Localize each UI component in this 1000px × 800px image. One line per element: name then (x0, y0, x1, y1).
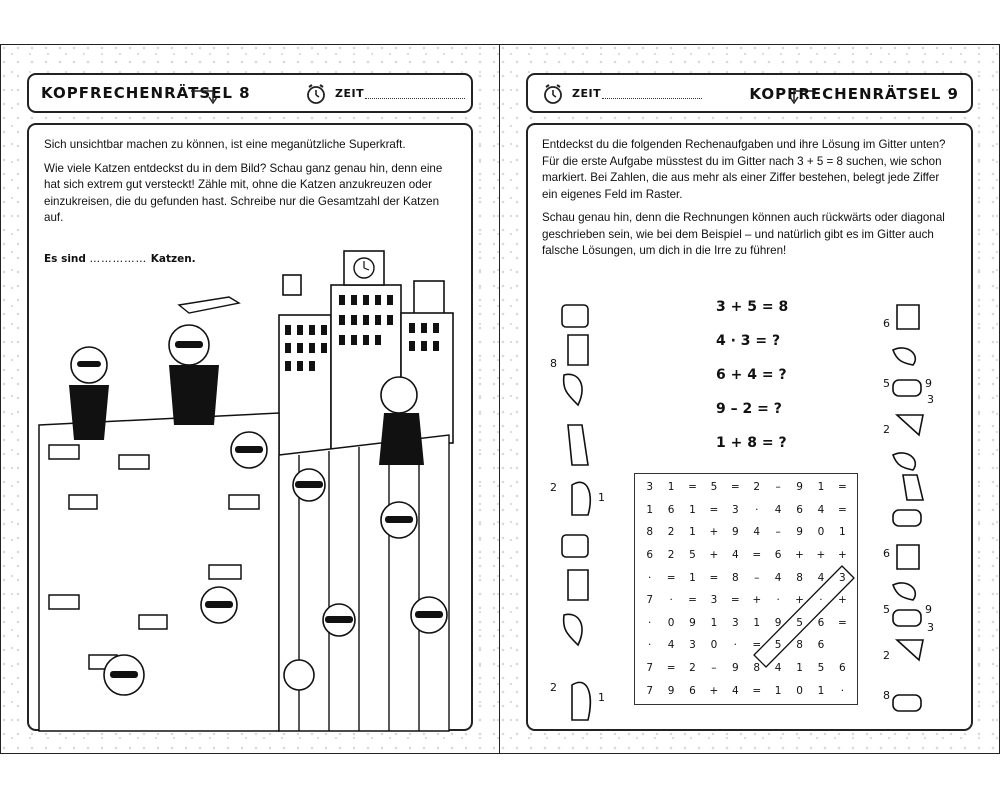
grid-cell[interactable]: 5 (710, 481, 718, 494)
grid-cell[interactable]: 0 (817, 526, 825, 539)
left-title: KOPFRECHENRÄTSEL 8 (41, 84, 251, 102)
grid-cell[interactable]: 8 (796, 639, 803, 652)
grid-cell[interactable]: 6 (646, 549, 654, 562)
arrow-down-right-icon (189, 85, 219, 105)
right-header (526, 73, 973, 113)
grid-cell[interactable]: 1 (710, 616, 718, 629)
grid-cell[interactable]: 8 (731, 571, 739, 584)
grid-cell[interactable]: 3 (710, 594, 718, 607)
answer-blank[interactable]: …………… (89, 253, 148, 265)
grid-cell[interactable]: = (752, 639, 762, 652)
right-time-label: ZEIT (572, 87, 602, 100)
grid-cell[interactable]: 3 (646, 481, 654, 494)
grid-cell[interactable]: · (669, 594, 673, 607)
svg-text:3: 3 (927, 621, 934, 634)
grid-cell[interactable]: 8 (796, 571, 803, 584)
grid-cell[interactable]: · (733, 639, 737, 652)
svg-text:8: 8 (883, 689, 890, 702)
grid-cell[interactable]: 9 (796, 481, 803, 494)
answer-suffix: Katzen. (150, 253, 196, 265)
clock-icon (305, 83, 327, 105)
answer-prefix: Es sind (44, 253, 86, 265)
right-para1: Entdeckst du die folgenden Rechenaufgaben und ihre Lösung im Gitter unten? Für die erste Aufgabe müsstest du im Gitter nach 3 + 5 = 8 suchen, wie schon markiert. Bei Zahlen, die aus mehr als einer Ziffer bestehen, belegt jede Ziffer ein eigenes Feld im Raster. (542, 138, 946, 201)
grid-cell[interactable]: 7 (646, 594, 654, 607)
svg-text:5: 5 (883, 377, 890, 390)
svg-text:6: 6 (883, 317, 890, 330)
grid-cell[interactable]: 9 (731, 526, 739, 539)
grid-cell[interactable]: 4 (774, 571, 782, 584)
grid-cell[interactable]: = (752, 684, 762, 697)
grid-cell[interactable]: = (666, 571, 676, 584)
grid-cell[interactable]: = (752, 549, 762, 562)
grid-cell[interactable]: 1 (689, 571, 696, 584)
grid-cell[interactable]: 4 (817, 571, 825, 584)
grid-cell[interactable]: 6 (689, 684, 696, 697)
grid-cell[interactable]: 7 (646, 662, 654, 675)
grid-cell[interactable]: 4 (731, 684, 739, 697)
grid-cell[interactable]: 4 (774, 662, 782, 675)
grid-cell[interactable]: = (709, 503, 719, 516)
grid-cell[interactable]: – (775, 481, 781, 494)
left-icon-column (548, 295, 628, 725)
right-panel (526, 123, 973, 731)
grid-cell[interactable]: 5 (817, 662, 825, 675)
grid-cell[interactable]: 2 (689, 662, 696, 675)
grid-cell[interactable]: 1 (689, 503, 696, 516)
grid-cell[interactable]: = (688, 481, 697, 494)
grid-cell[interactable]: 3 (689, 639, 696, 652)
left-time-label: ZEIT (335, 87, 365, 100)
grid-cell[interactable]: 6 (839, 662, 846, 675)
svg-text:3: 3 (927, 393, 934, 406)
right-page (500, 45, 1000, 753)
grid-cell[interactable]: 6 (817, 616, 825, 629)
grid-cell[interactable]: 3 (731, 503, 739, 516)
grid-cell[interactable]: + (709, 549, 719, 562)
grid-cell[interactable]: 0 (710, 639, 718, 652)
grid-cell[interactable]: 5 (774, 639, 782, 652)
grid-cell[interactable]: · (776, 594, 780, 607)
right-para2: Schau genau hin, denn die Rechnungen können auch rückwärts oder diagonal geschrieben sein, wie bei dem Beispiel – und natürlich gibt es im Gitter auch falsche Lösungen, um dich in die Irre zu führen! (542, 211, 945, 257)
svg-text:1: 1 (598, 691, 605, 704)
svg-text:2: 2 (550, 481, 557, 494)
grid-cell[interactable]: 6 (667, 503, 675, 516)
left-time-input[interactable] (365, 87, 465, 99)
grid-cell[interactable]: · (755, 503, 759, 516)
grid-cell[interactable]: = (730, 481, 740, 494)
svg-text:2: 2 (550, 681, 557, 694)
grid-cell[interactable]: 4 (817, 503, 825, 516)
grid-cell[interactable]: 8 (646, 526, 654, 539)
grid-cell[interactable]: · (840, 684, 845, 697)
svg-text:6: 6 (883, 547, 890, 560)
right-icon-column (883, 295, 963, 725)
grid-cell[interactable]: 6 (774, 549, 782, 562)
grid-cell[interactable]: 1 (817, 481, 825, 494)
equation-1: 3 + 5 = 8 (716, 299, 789, 315)
grid-cell[interactable]: · (648, 616, 652, 629)
grid-cell[interactable]: 0 (796, 684, 803, 697)
grid-cell[interactable]: 0 (667, 616, 675, 629)
grid-cell[interactable]: = (837, 481, 847, 494)
grid-cell[interactable]: · (648, 571, 652, 584)
grid-cell[interactable]: + (837, 594, 847, 607)
grid-cell[interactable]: 9 (774, 616, 782, 629)
grid-cell[interactable]: 1 (796, 662, 803, 675)
grid-cell[interactable]: 1 (667, 481, 675, 494)
clock-icon (542, 83, 564, 105)
grid-cell[interactable]: 3 (839, 571, 846, 584)
equation-2: 4 · 3 = ? (716, 333, 781, 349)
grid-cell[interactable]: 2 (667, 526, 675, 539)
grid-cell[interactable]: 4 (774, 503, 782, 516)
grid-cell[interactable]: – (754, 571, 760, 584)
grid-cell[interactable]: + (795, 594, 804, 607)
svg-text:9: 9 (925, 377, 932, 390)
grid-cell[interactable]: 2 (753, 481, 761, 494)
grid-cell[interactable]: 6 (817, 639, 825, 652)
grid-cell[interactable]: 1 (689, 526, 696, 539)
svg-text:5: 5 (883, 603, 890, 616)
grid-cell[interactable]: 9 (667, 684, 675, 697)
right-title: KOPFRECHENRÄTSEL 9 (749, 85, 959, 103)
grid-cell[interactable]: · (819, 594, 823, 607)
grid-cell[interactable]: 9 (689, 616, 696, 629)
left-instructions: Wie viele Katzen entdeckst du in dem Bild? Schau ganz genau hin, denn eine hat sich extrem gut versteckt! Zähle mit, ohne die Katzen anzukreuzen oder einzukreisen, die du gefunden hast. Schreibe nur die Gesamtzahl der Katzen auf. (44, 161, 443, 224)
bracelet-icon (562, 305, 588, 327)
svg-text:9: 9 (925, 603, 932, 616)
grid-cell[interactable]: 8 (753, 662, 761, 675)
left-panel (27, 123, 473, 731)
grid-cell[interactable]: + (837, 549, 847, 562)
grid-cell[interactable]: 9 (731, 662, 739, 675)
grid-cell[interactable]: 5 (796, 616, 803, 629)
grid-cell[interactable]: 1 (753, 616, 761, 629)
cat-city-illustration (29, 235, 475, 731)
grid-cell[interactable]: + (752, 594, 762, 607)
grid-cell[interactable]: = (837, 616, 847, 629)
left-page (0, 45, 500, 753)
left-header (27, 73, 473, 113)
grid-cell[interactable]: 9 (796, 526, 803, 539)
grid-cell[interactable]: – (711, 662, 717, 675)
svg-text:1: 1 (598, 491, 605, 504)
right-time-input[interactable] (602, 87, 702, 99)
grid-cell[interactable]: 4 (753, 526, 761, 539)
grid-cell[interactable]: + (795, 549, 804, 562)
svg-text:2: 2 (883, 649, 890, 662)
grid-cell[interactable]: 3 (731, 616, 739, 629)
grid-cell[interactable]: = (730, 594, 740, 607)
book-spread (0, 44, 1000, 754)
grid-cell[interactable]: 4 (667, 639, 675, 652)
grid-cell[interactable]: 1 (774, 684, 782, 697)
grid-cell[interactable]: 7 (646, 684, 654, 697)
svg-text:2: 2 (883, 423, 890, 436)
equation-5: 1 + 8 = ? (716, 435, 787, 451)
grid-cell[interactable]: = (837, 503, 847, 516)
grid-cell[interactable]: + (816, 549, 826, 562)
grid-cell[interactable]: 1 (839, 526, 846, 539)
grid-cell[interactable]: 5 (689, 549, 696, 562)
grid-cell[interactable]: = (709, 571, 719, 584)
grid-cell[interactable]: 2 (667, 549, 675, 562)
left-text (44, 137, 454, 234)
grid-cell[interactable]: 4 (731, 549, 739, 562)
svg-text:8: 8 (550, 357, 557, 370)
grid-cell[interactable]: · (648, 639, 652, 652)
left-intro: Sich unsichtbar machen zu können, ist eine meganützliche Superkraft. (44, 138, 406, 151)
equation-3: 6 + 4 = ? (716, 367, 787, 383)
grid-cell[interactable]: + (709, 526, 719, 539)
grid-cell[interactable]: 1 (817, 684, 825, 697)
grid-cell[interactable]: = (688, 594, 697, 607)
grid-cell[interactable]: 1 (646, 503, 654, 516)
grid-cell[interactable]: = (666, 662, 676, 675)
grid-cell[interactable]: 6 (796, 503, 803, 516)
equation-4: 9 – 2 = ? (716, 401, 782, 417)
grid-cell[interactable]: – (775, 526, 781, 539)
grid-cell[interactable]: + (709, 684, 719, 697)
